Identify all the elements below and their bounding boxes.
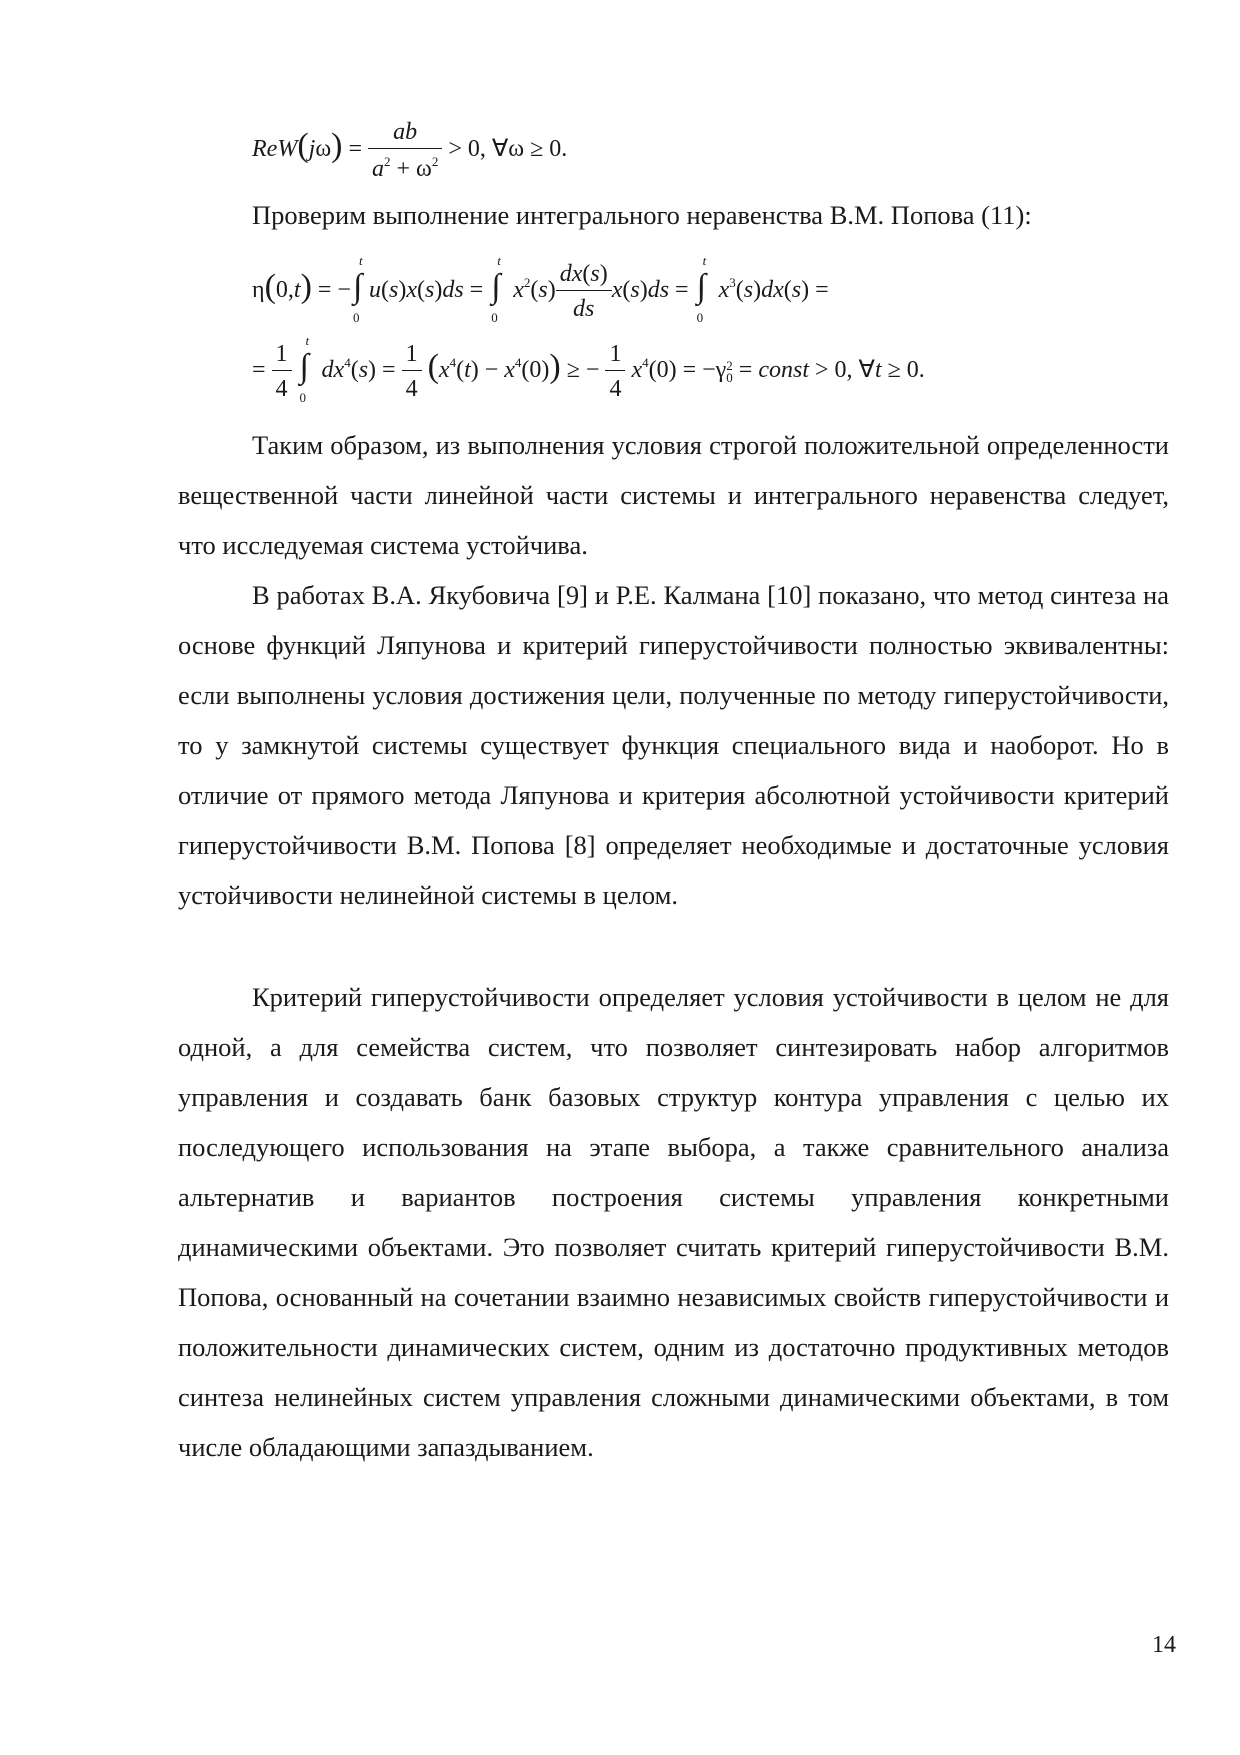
paragraph-hyperstability-criterion: Критерий гиперустойчивости определяет условия устойчивости в целом не для одной, а для семейства систем, что позволяет синтезировать набор алгоритмов управления и создавать банк базовых структур контура управления с целью их последующего использования на этапе выбора, а также сравнительного анализа альтернатив и вариантов построения системы управления конкретными динамическими объектами. Это позволяет считать критерий гиперустойчивости В.М. Попова, основанный на сочетании взаимно независимых свойств гиперустойчивости и положительности динамических систем, одним из достаточно продуктивных методов синтеза нелинейных систем управления сложными динамическими объектами, в том числе обладающими запаздыванием. [178,982,1169,1462]
integral-sign-icon: ∫ t 0 [299,333,310,406]
equation-lhs: ReW(jω) = [252,127,368,165]
equation-eta-line2: = $\frac{1}{4}$ ∫ t 0 $dx^4(s)$ = $\frac{1}{4}$ $(x^4(t) - x^4(0))$ ≥ − $\frac{1}{4}$ $x^4(0) = -\gamma$ 2 0 = const > 0, ∀t ≥ 0. [252,333,925,406]
fraction-one-quarter: $\frac{1}{4}$ [272,342,292,401]
fraction-denominator: $a^2 + \omega^2$ [368,148,442,181]
paragraph-conclusion: Таким образом, из выполнения условия строгой положительной определенности вещественной части линейной части системы и интегрального неравенства следует, что исследуемая система устойчива. [178,430,1169,560]
equation-eta-line1: η(0,t) = −∫ t 0 u(s)x(s)ds = ∫ t 0 $x^2(s)$ $\frac{dx(s)}{ds}$ x(s)ds = ∫ t 0 $x^3(s)dx(s)$ = [252,253,829,326]
integral-sign-icon: ∫ t 0 [352,253,363,326]
integral-sign-icon: ∫ t 0 [491,253,501,326]
check-sentence: Проверим выполнение интегрального неравенства В.М. Попова (11): [252,200,1032,230]
integral-sign-icon: ∫ t 0 [696,253,707,326]
paragraph-equivalence: В работах В.А. Якубовича [9] и Р.Е. Калмана [10] показано, что метод синтеза на основе функций Ляпунова и критерий гиперустойчивости полностью эквивалентны: если выполнены условия достижения цели, полученные по методу гиперустойчивости, то у замкнутой системы существует функция специального вида и наоборот. Но в отличие от прямого метода Ляпунова и критерия абсолютной устойчивости критерий гиперустойчивости В.М. Попова [8] определяет необходимые и достаточные условия устойчивости нелинейной системы в целом. [178,580,1169,910]
equation-re-w [252,120,567,181]
derivative-fraction: $\frac{dx(s)}{ds}$ [556,262,612,321]
equation-fraction [368,120,442,181]
fraction-numerator: ab [393,119,418,145]
fraction-one-quarter: $\frac{1}{4}$ [402,342,422,401]
page-number: 14 [1152,1632,1176,1658]
fraction-one-quarter: $\frac{1}{4}$ [605,342,625,401]
equation-rhs: > 0, ∀ω ≥ 0. [448,136,568,163]
